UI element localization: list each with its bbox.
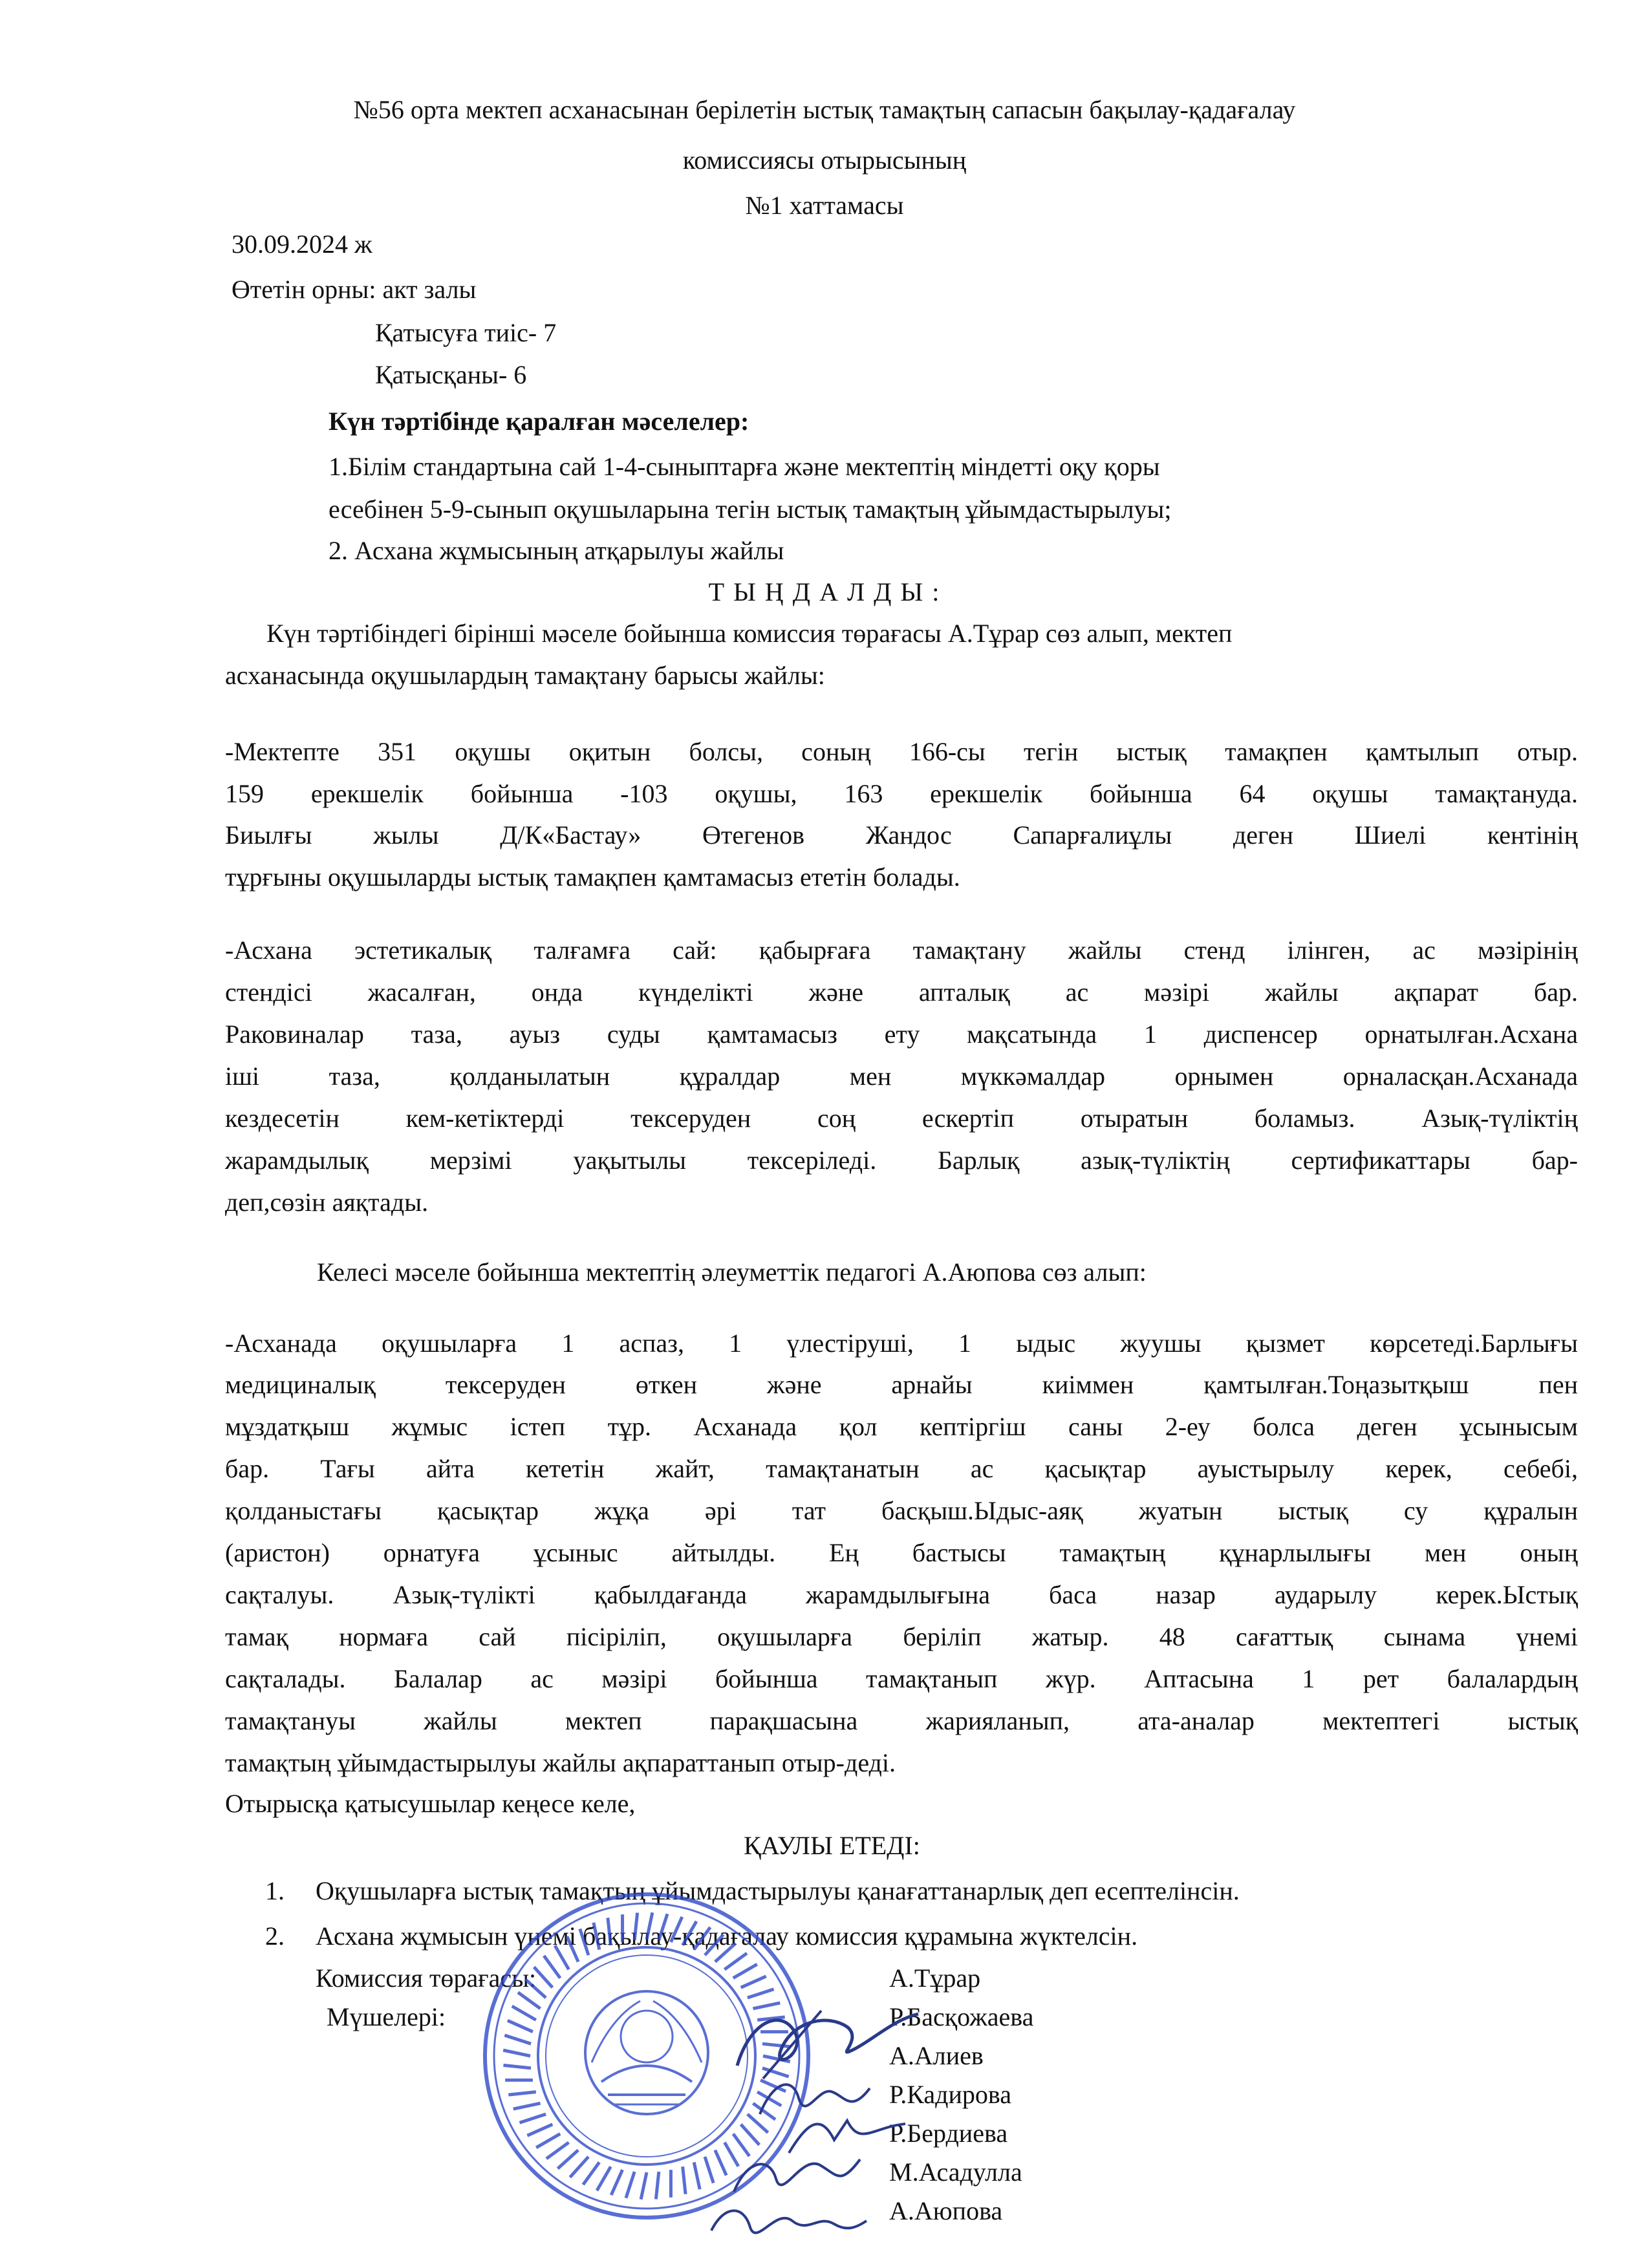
- stamp-ring-mark: [611, 2170, 622, 2195]
- stamp-ring-mark: [694, 2162, 700, 2189]
- para-3-line: -Асханада оқушыларға 1 аспаз, 1 үлестіруші, 1 ыдыс жуушы қызмет көрсетеді.Барлығы: [225, 1329, 1578, 1358]
- signatory-name: Р.Кадирова: [889, 2080, 1012, 2109]
- para-2-line: кездесетін кем-кетіктерді тексеруден соң ескертіп отыратын боламыз. Азық-түліктің: [225, 1104, 1578, 1133]
- agenda-item-2: 2. Асхана жұмысының атқарылуы жайлы: [329, 536, 784, 565]
- signature-image: [705, 2192, 873, 2256]
- attended-count: Қатысқаны- 6: [375, 360, 527, 389]
- stamp-ring-mark: [557, 2150, 578, 2169]
- stamp-ring-mark: [519, 2114, 546, 2123]
- decision-item-number: 2.: [265, 1921, 285, 1951]
- stamp-ring-mark: [705, 2157, 713, 2183]
- signatory-name: А.Алиев: [889, 2041, 984, 2070]
- stamp-ring-mark: [508, 2020, 533, 2031]
- stamp-ring-mark: [608, 1918, 610, 1945]
- stamp-ring-mark: [555, 1945, 568, 1969]
- doc-title-line-3: №1 хаттамасы: [745, 191, 904, 220]
- stamp-ring-mark: [503, 2065, 531, 2068]
- stamp-ring-mark: [634, 1912, 637, 1940]
- agenda-item-1-line-1: 1.Білім стандартына сай 1-4-сыныптарға және мектептің міндетті оқу қоры: [329, 452, 1160, 481]
- stamp-ring-mark: [715, 1943, 736, 1962]
- chair-label: Комиссия төрағасы:: [316, 1963, 537, 1993]
- stamp-ring-mark: [656, 2172, 658, 2199]
- decision-item-text: Оқушыларға ыстық тамақтың ұйымдастырылуы қанағаттанарлық деп есептелінсін.: [316, 1876, 1240, 1905]
- decision-item-text: Асхана жұмысын үнемі бақылау-қадағалау комиссия құрамына жүктелсін.: [316, 1921, 1138, 1951]
- stamp-ring-mark: [580, 1929, 588, 1955]
- stamp-ring-mark: [518, 1993, 541, 2009]
- meeting-date: 30.09.2024 ж: [232, 230, 372, 259]
- stamp-ring-mark: [536, 2134, 560, 2147]
- stamp-ring-mark: [504, 2035, 531, 2044]
- para-1-line: -Мектепте 351 оқушы оқитын болсы, соның 166-сы тегін ыстық тамақпен қамтылып отыр.: [225, 737, 1578, 766]
- para-2-line: Раковиналар таза, ауыз суды қамтамасыз ету мақсатында 1 диспенсер орнатылған.Асхана: [225, 1020, 1578, 1049]
- stamp-ring-mark: [741, 1976, 766, 1987]
- stamp-ring-mark: [594, 1923, 599, 1950]
- stamp-ring-mark: [583, 2162, 599, 2185]
- stamp-ring-mark: [513, 2103, 541, 2109]
- stamp-ring-mark: [641, 2172, 647, 2199]
- para-3-line: бар. Тағы айта кететін жайт, тамақтанатын ас қасықтар ауыстырылу керек, себебі,: [225, 1454, 1578, 1483]
- para-3-line: қолданыстағы қасықтар жұқа әрі тат басқыш.Ыдыс-аяқ жуатын ыстық су құралын: [225, 1496, 1578, 1525]
- stamp-ring-mark: [724, 1953, 747, 1969]
- signatory-name: А.Тұрар: [889, 1963, 981, 1993]
- stamp-ring-mark: [597, 2166, 610, 2190]
- para-1-line: Биылғы жылы Д/К«Бастау» Өтегенов Жандос Сапарғалиұлы деген Шиелі кентінің: [225, 820, 1578, 850]
- para-2-line: іші таза, қолданылатын құралдар мен мүккәмалдар орнымен орналасқан.Асханада: [225, 1062, 1578, 1091]
- signatory-name: Р.Бердиева: [889, 2119, 1008, 2148]
- para-3-line: мұздатқыш жұмыс істеп тұр. Асханада қол кептіргіш саны 2-еу болса деген ұсынысым: [225, 1412, 1578, 1441]
- stamp-ring-mark: [626, 2172, 634, 2198]
- decision-heading: ҚАУЛЫ ЕТЕДІ:: [744, 1831, 920, 1860]
- stamp-ring-mark: [525, 1979, 546, 1998]
- para-1-line: тұрғыны оқушыларды ыстық тамақпен қамтамасыз ететін болады.: [225, 862, 960, 892]
- stamp-ring-mark: [534, 1967, 553, 1987]
- stamp-ring-mark: [683, 2166, 685, 2194]
- para-3-line: медициналық тексеруден өткен және арнайы киіммен қамтылған.Тоңазытқыш пен: [225, 1370, 1578, 1399]
- heard-heading: Т Ы Ң Д А Л Д Ы :: [708, 577, 941, 606]
- heard-intro-line-1: Күн тәртібіндегі бірінші мәселе бойынша комиссия төрағасы А.Тұрар сөз алып, мектеп: [266, 619, 1233, 648]
- para-3-line: сақталуы. Азық-түлікті қабылдағанда жарамдылығына баса назар аударылу керек.Ыстық: [225, 1580, 1578, 1609]
- members-label: Мүшелері:: [327, 2002, 446, 2031]
- stamp-ring-mark: [503, 2050, 530, 2056]
- para-2-line: жарамдылық мерзімі уақытылы тексеріледі. Барлық азық-түліктің сертификаттары бар-: [225, 1146, 1578, 1175]
- stamp-ring-mark: [647, 1912, 652, 1940]
- signatory-name: А.Аюпова: [889, 2196, 1003, 2225]
- stamp-ring-mark: [546, 2143, 569, 2159]
- heard-intro-line-2: асханасында оқушылардың тамақтану барысы жайлы:: [225, 661, 825, 690]
- stamp-ring-mark: [527, 2124, 552, 2135]
- stamp-ring-mark: [508, 2092, 536, 2095]
- signatory-name: Р.Басқожаева: [889, 2002, 1034, 2031]
- stamp-ring-mark: [671, 1917, 682, 1942]
- council-line: Отырысқа қатысушылар кеңесе келе,: [225, 1789, 636, 1818]
- para-3-line: (аристон) орнатуға ұсыныс айтылды. Ең бастысы тамақтың құнарлылығы мен оның: [225, 1538, 1578, 1567]
- para-3-line: сақталады. Балалар ас мәзірі бойынша тамақтанып жүр. Аптасына 1 рет балалардың: [225, 1664, 1578, 1693]
- para-3-line: тамақ нормаға сай пісіріліп, оқушыларға беріліп жатыр. 48 сағаттық сынама үнемі: [225, 1622, 1578, 1651]
- signatory-name: М.Асадулла: [889, 2157, 1022, 2187]
- stamp-ring-mark: [567, 1936, 578, 1962]
- stamp-ring-mark: [570, 2157, 588, 2177]
- agenda-item-1-line-2: есебінен 5-9-сынып оқушыларына тегін ыстық тамақтың ұйымдастырылуы;: [329, 495, 1172, 524]
- should-attend-count: Қатысуға тиіс- 7: [375, 318, 557, 347]
- para-3-line: тамақтың ұйымдастырылуы жайлы ақпараттанып отыр-деді.: [225, 1748, 896, 1777]
- stamp-ring-mark: [512, 2006, 536, 2020]
- stamp-ring-mark: [544, 1956, 560, 1978]
- stamp-ring-mark: [733, 1964, 757, 1978]
- decision-item-number: 1.: [265, 1876, 285, 1905]
- doc-title-line-2: комиссиясы отырысының: [682, 145, 967, 175]
- stamp-ring-mark: [705, 1934, 724, 1955]
- stamp-ring-mark: [659, 1914, 667, 1940]
- para-2-line: -Асхана эстетикалық талғамға сай: қабырғаға тамақтану жайлы стенд ілінген, ас мәзірінің: [225, 936, 1578, 965]
- para-1-line: 159 ерекшелік бойынша -103 оқушы, 163 ерекшелік бойынша 64 оқушы тамақтануда.: [225, 779, 1578, 808]
- stamp-ring-mark: [694, 1927, 710, 1950]
- stamp-ring-mark: [683, 1921, 696, 1945]
- meeting-venue: Өтетін орны: акт залы: [232, 275, 477, 304]
- para-2-line: деп,сөзін аяқтады.: [225, 1188, 429, 1217]
- para-3-line: тамақтануы жайлы мектеп парақшасына жарияланып, ата-аналар мектептегі ыстық: [225, 1706, 1578, 1735]
- agenda-heading: Күн тәртібінде қаралған мәселелер:: [329, 407, 749, 436]
- para-2-line: стендісі жасалған, онда күнделікті және апталық ас мәзірі жайлы ақпарат бар.: [225, 978, 1578, 1007]
- doc-title-line-1: №56 орта мектеп асханасынан берілетін ыстық тамақтың сапасын бақылау-қадағалау: [353, 95, 1296, 124]
- next-issue-line: Келесі мәселе бойынша мектептің әлеуметтік педагогі А.Аюпова сөз алып:: [317, 1257, 1147, 1287]
